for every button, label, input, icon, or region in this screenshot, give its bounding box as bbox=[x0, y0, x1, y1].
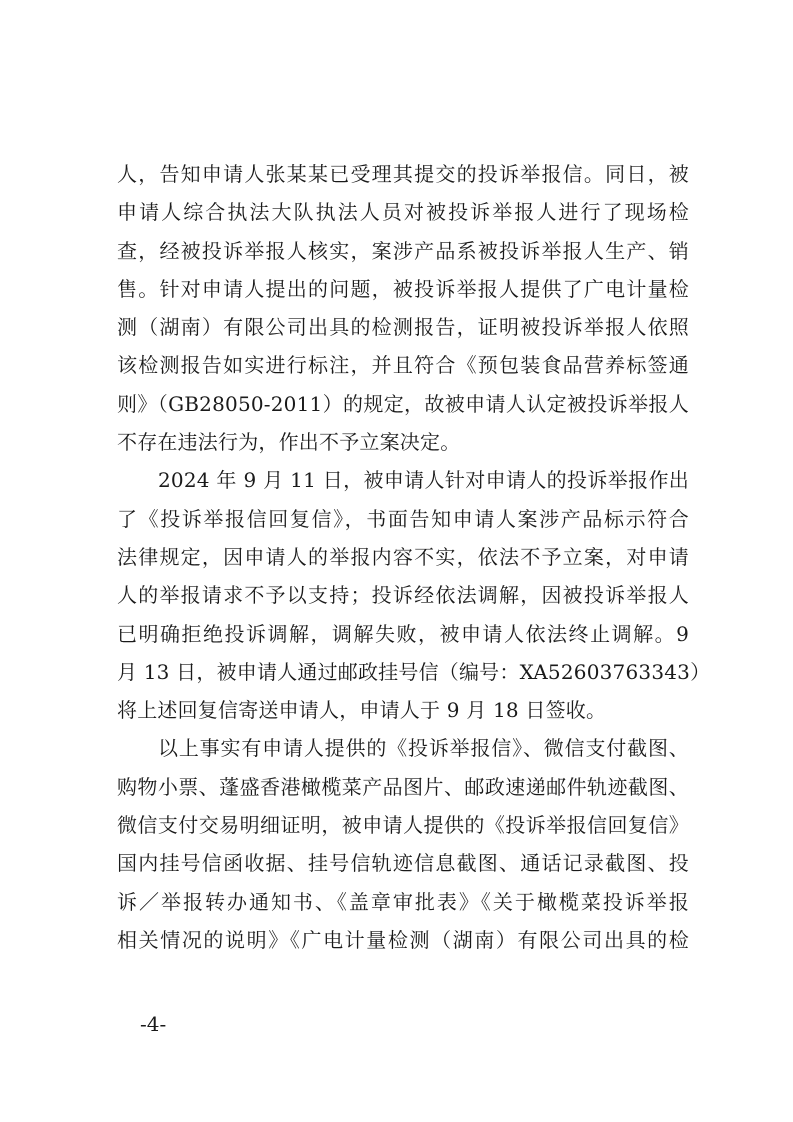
text-line: 以上事实有申请人提供的《投诉举报信》、微信支付截图、 bbox=[158, 736, 689, 761]
text-line: 已明确拒绝投诉调解，调解失败，被申请人依法终止调解。9 bbox=[117, 621, 689, 646]
page-number: -4- bbox=[140, 1012, 167, 1036]
text-line: 将上述回复信寄送申请人，申请人于 9 月 18 日签收。 bbox=[117, 698, 607, 723]
text-line: 了《投诉举报信回复信》，书面告知申请人案涉产品标示符合 bbox=[117, 506, 689, 531]
paragraph-2 bbox=[117, 461, 711, 729]
text-line: 售。针对申请人提出的问题，被投诉举报人提供了广电计量检 bbox=[117, 276, 689, 301]
text-line: 诉／举报转办通知书、《盖章审批表》《关于橄榄菜投诉举报 bbox=[117, 889, 689, 914]
text-line: 该检测报告如实进行标注，并且符合《预包装食品营养标签通 bbox=[117, 353, 689, 378]
text-line: 申请人综合执法大队执法人员对被投诉举报人进行了现场检 bbox=[117, 200, 689, 225]
document-body bbox=[117, 155, 711, 959]
text-line: 微信支付交易明细证明，被申请人提供的《投诉举报信回复信》 bbox=[117, 813, 689, 838]
text-line: 月 13 日，被申请人通过邮政挂号信（编号：XA52603763343） bbox=[117, 659, 711, 684]
text-line: 国内挂号信函收据、挂号信轨迹信息截图、通话记录截图、投 bbox=[117, 851, 689, 876]
text-line: 人的举报请求不予以支持；投诉经依法调解，因被投诉举报人 bbox=[117, 583, 689, 608]
text-line: 查，经被投诉举报人核实，案涉产品系被投诉举报人生产、销 bbox=[117, 238, 689, 263]
text-line: 不存在违法行为，作出不予立案决定。 bbox=[117, 430, 461, 455]
text-line: 人，告知申请人张某某已受理其提交的投诉举报信。同日，被 bbox=[117, 162, 689, 186]
text-line: 法律规定，因申请人的举报内容不实，依法不予立案，对申请 bbox=[117, 544, 689, 569]
text-line: 2024 年 9 月 11 日，被申请人针对申请人的投诉举报作出 bbox=[158, 468, 689, 493]
text-line: 测（湖南）有限公司出具的检测报告，证明被投诉举报人依照 bbox=[117, 315, 689, 340]
text-line: 则》（GB28050-2011）的规定，故被申请人认定被投诉举报人 bbox=[117, 391, 689, 416]
paragraph-3 bbox=[117, 729, 689, 959]
text-line: 购物小票、蓬盛香港橄榄菜产品图片、邮政速递邮件轨迹截图、 bbox=[117, 774, 689, 799]
paragraph-1 bbox=[117, 155, 689, 461]
text-line: 相关情况的说明》《广电计量检测（湖南）有限公司出具的检 bbox=[117, 927, 689, 952]
